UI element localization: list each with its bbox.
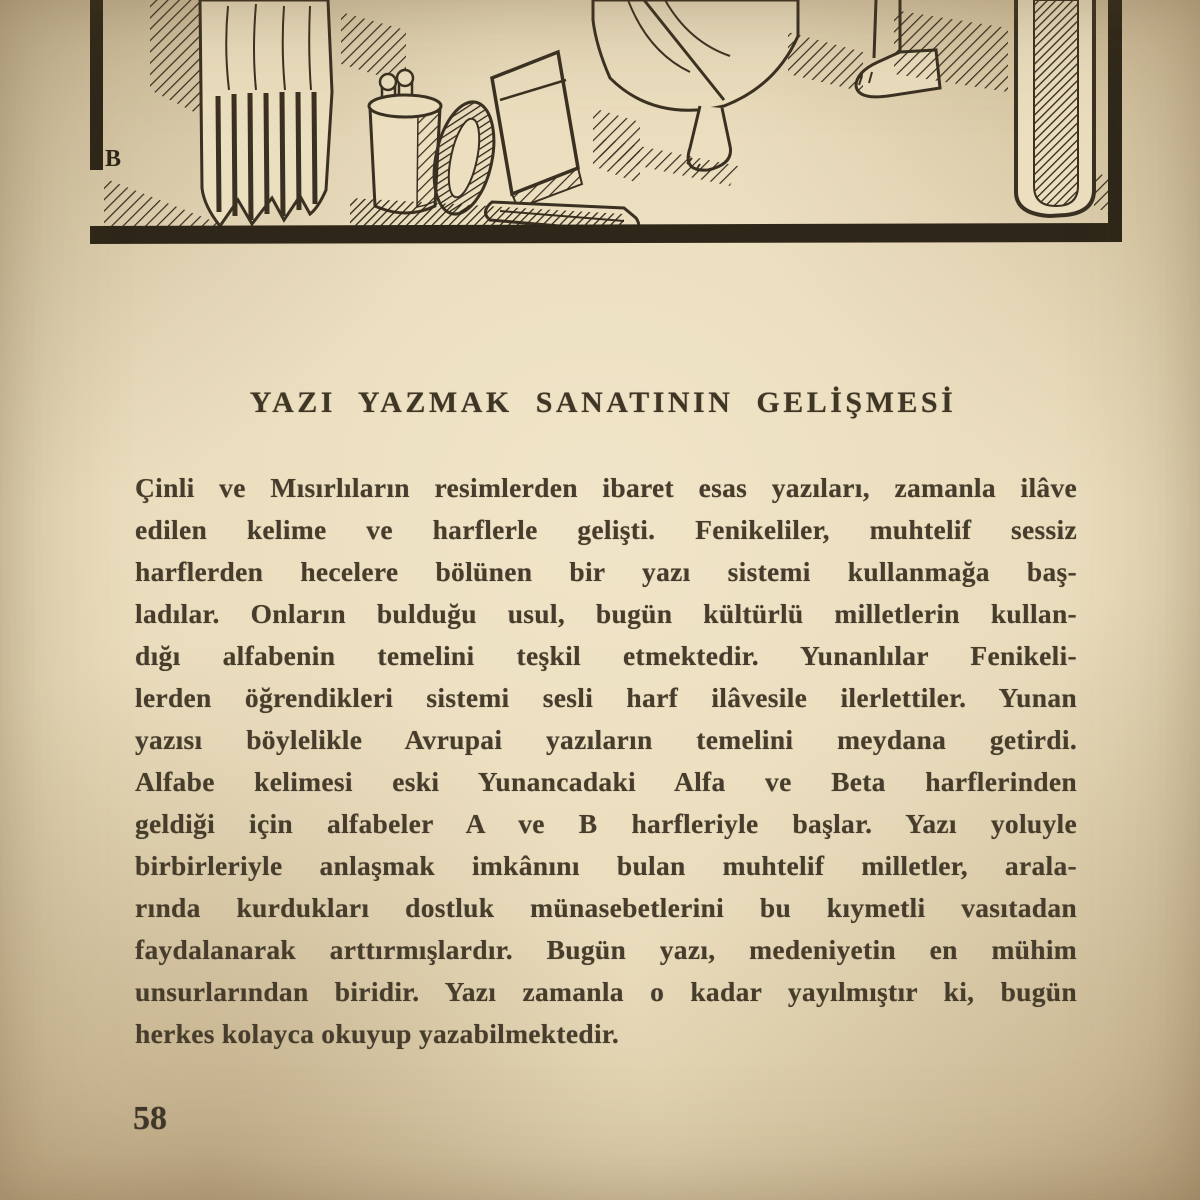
page-number: 58 xyxy=(133,1100,167,1137)
woodcut-robed-figure-left xyxy=(200,0,332,226)
paragraph-line: harflerden hecelere bölünen bir yazı sistemi kullanmağa baş- xyxy=(135,556,1077,587)
paragraph-line: Alfabe kelimesi eski Yunancadaki Alfa ve Beta harflerinden xyxy=(135,766,1077,797)
woodcut-illustration xyxy=(88,0,1136,252)
woodcut-monogram: B xyxy=(105,146,122,172)
woodcut-scroll-pot xyxy=(369,70,441,213)
paragraph-line: edilen kelime ve harflerle gelişti. Fenikeliler, muhtelif sessiz xyxy=(135,514,1077,545)
woodcut-border-right xyxy=(1108,0,1122,242)
paragraph-line: dığı alfabenin temelini teşkil etmektedir. Yunanlılar Fenikeli- xyxy=(135,640,1077,671)
paragraph-line: Çinli ve Mısırlıların resimlerden ibaret esas yazıları, zamanla ilâve xyxy=(135,472,1077,503)
woodcut-column xyxy=(1016,0,1108,216)
paragraph-line: ladılar. Onların bulduğu usul, bugün kültürlü milletlerin kullan- xyxy=(135,598,1077,629)
paragraph-line: birbirleriyle anlaşmak imkânını bulan muhtelif milletler, arala- xyxy=(135,850,1077,881)
paragraph-line: unsurlarından biridir. Yazı zamanla o kadar yayılmıştır ki, bugün xyxy=(135,976,1077,1007)
paragraph-line: lerden öğrendikleri sistemi sesli harf ilâvesile ilerlettiler. Yunan xyxy=(135,682,1077,713)
woodcut-mid-hatch xyxy=(341,12,406,84)
paragraph-line: herkes kolayca okuyup yazabilmektedir. xyxy=(135,1018,620,1049)
paragraph-line: geldiği için alfabeler A ve B harfleriyle başlar. Yazı yoluyle xyxy=(135,808,1077,839)
chapter-title: YAZI YAZMAK SANATININ GELİŞMESİ xyxy=(249,386,957,419)
paragraph-line: yazısı böylelikle Avrupai yazıların temelini meydana getirdi. xyxy=(135,724,1077,755)
paragraph-line: faydalanarak arttırmışlardır. Bugün yazı, medeniyetin en mühim xyxy=(135,934,1077,965)
woodcut-border-left xyxy=(90,0,103,170)
woodcut-border-bottom xyxy=(90,223,1122,244)
paragraph-line: rında kurdukları dostluk münasebetlerini bu kıymetli vasıtadan xyxy=(135,892,1077,923)
woodcut-wall-hatch xyxy=(150,0,200,115)
paragraph xyxy=(135,467,1077,1055)
